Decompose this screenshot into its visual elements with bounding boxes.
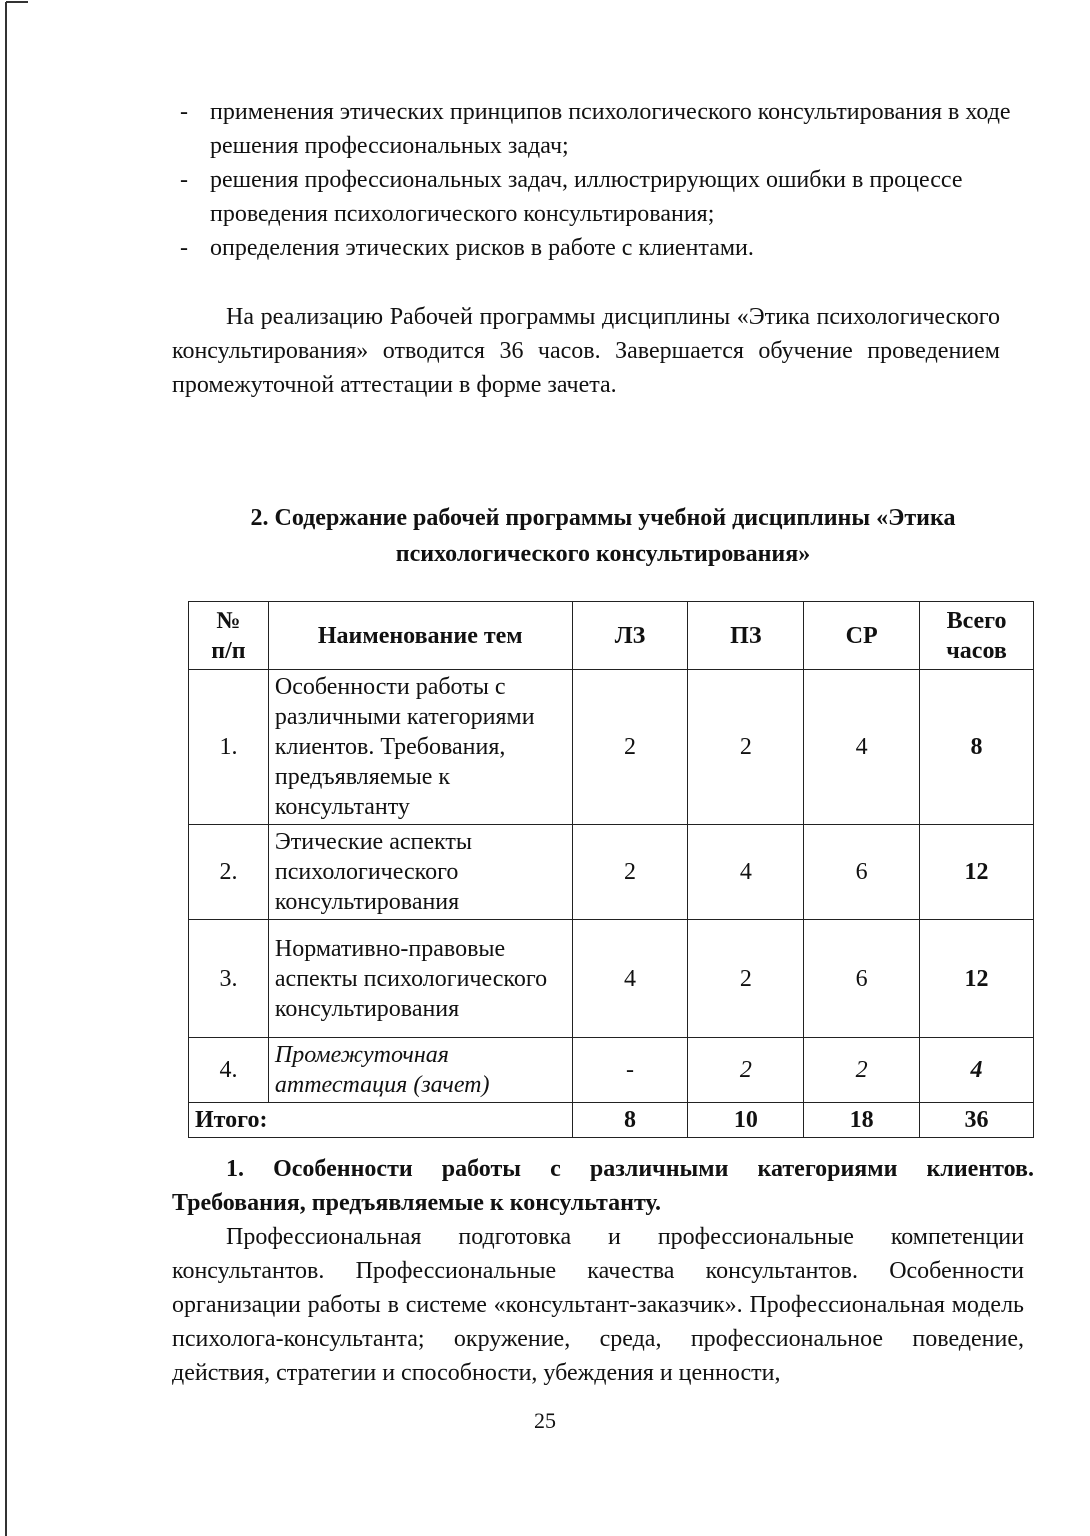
list-item: - решения профессиональных задач, иллюстрирующих ошибки в процессе проведения психологического консультирования; [172, 163, 1034, 231]
row-lz: 2 [572, 670, 688, 825]
total-lz: 8 [572, 1103, 688, 1138]
body-paragraph: Профессиональная подготовка и профессиональные компетенции консультантов. Профессиональные качества консультантов. Особенности организации работы в системе «консультант-заказчик». Профессиональная модель психолога-консультанта; окружение, среда, профессиональное поведение, действия, стратегии и способности, убеждения и ценности, [172, 1224, 1024, 1386]
table-row [189, 1038, 1034, 1103]
total-pz: 10 [688, 1103, 804, 1138]
row-num: 4. [189, 1038, 269, 1103]
row-pz: 2 [688, 670, 804, 825]
table-header-row [189, 602, 1034, 670]
bullet-dash: - [180, 235, 188, 261]
row-lz: 4 [572, 920, 688, 1038]
row-sr: 2 [804, 1038, 920, 1103]
row-lz: 2 [572, 825, 688, 920]
header-num: № п/п [189, 602, 269, 670]
row-pz: 2 [688, 1038, 804, 1103]
row-pz: 2 [688, 920, 804, 1038]
row-num: 1. [189, 670, 269, 825]
row-sr: 6 [804, 920, 920, 1038]
bullet-list [172, 95, 1034, 265]
bullet-dash: - [180, 99, 188, 125]
total-sr: 18 [804, 1103, 920, 1138]
total-total: 36 [920, 1103, 1034, 1138]
bullet-dash: - [180, 167, 188, 193]
row-name: Особенности работы с различными категориями клиентов. Требования, предъявляемые к консультанту [268, 670, 572, 825]
row-name: Нормативно-правовые аспекты психологического консультирования [268, 920, 572, 1038]
header-total: Всего часов [920, 602, 1034, 670]
list-item: - определения этических рисков в работе с клиентами. [172, 231, 1034, 265]
header-name: Наименование тем [268, 602, 572, 670]
subsection-title: 1. Особенности работы с различными категориями клиентов. Требования, предъявляемые к консультанту. [172, 1156, 1034, 1216]
header-sr: СР [804, 602, 920, 670]
row-sr: 4 [804, 670, 920, 825]
row-num: 3. [189, 920, 269, 1038]
row-name: Промежуточная аттестация (зачет) [268, 1038, 572, 1103]
section-heading: 2. Содержание рабочей программы учебной дисциплины «Этика психологического консультирования» [250, 505, 956, 567]
table-total-row [189, 1103, 1034, 1138]
topics-table [188, 601, 1034, 1138]
table-row [189, 670, 1034, 825]
list-item: - применения этических принципов психологического консультирования в ходе решения профессиональных задач; [172, 95, 1034, 163]
row-total: 4 [920, 1038, 1034, 1103]
row-pz: 4 [688, 825, 804, 920]
header-lz: ЛЗ [572, 602, 688, 670]
table-row [189, 920, 1034, 1038]
page-number: 25 [534, 1408, 556, 1433]
row-lz: - [572, 1038, 688, 1103]
table-row [189, 825, 1034, 920]
header-pz: ПЗ [688, 602, 804, 670]
row-num: 2. [189, 825, 269, 920]
row-sr: 6 [804, 825, 920, 920]
row-total: 12 [920, 825, 1034, 920]
row-total: 12 [920, 920, 1034, 1038]
intro-paragraph: На реализацию Рабочей программы дисциплины «Этика психологического консультирования» отводится 36 часов. Завершается обучение проведением промежуточной аттестации в форме зачета. [172, 304, 1000, 398]
total-label: Итого: [189, 1103, 573, 1138]
row-name: Этические аспекты психологического консультирования [268, 825, 572, 920]
row-total: 8 [920, 670, 1034, 825]
